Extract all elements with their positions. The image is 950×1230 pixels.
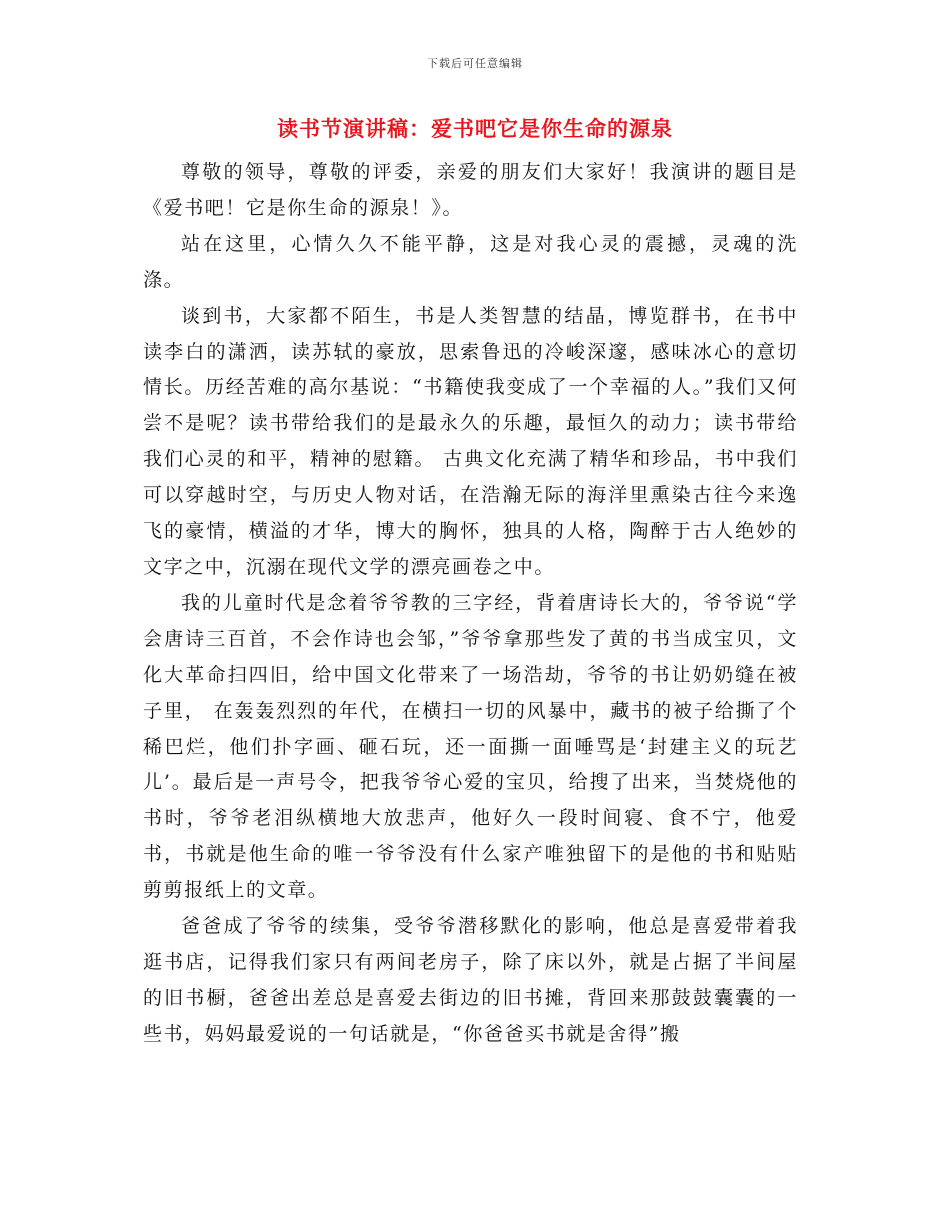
document-title: 读书节演讲稿：爱书吧它是你生命的源泉	[277, 116, 673, 141]
header-note: 下载后可任意编辑	[427, 57, 523, 70]
document-body	[143, 155, 798, 1053]
paragraph: 尊敬的领导，尊敬的评委，亲爱的朋友们大家好！我演讲的题目是《爱书吧！它是你生命的源泉！》。	[143, 161, 798, 219]
paragraph: 我的儿童时代是念着爷爷教的三字经，背着唐诗长大的，爷爷说“学会唐诗三百首，不会作诗也会邹，”爷爷拿那些发了黄的书当成宝贝，文化大革命扫四旧，给中国文化带来了一场浩劫，爷爷的书让奶奶缝在被子里， 在轰轰烈烈的年代，在横扫一切的风暴中，藏书的被子给撕了个稀巴烂，他们扑字画、砸石玩，还一面撕一面唾骂是‘封建主义的玩艺儿’。最后是一声号令，把我爷爷心爱的宝贝，给搜了出来，当焚烧他的书时，爷爷老泪纵横地大放悲声，他好久一段时间寝、食不宁，他爱书，书就是他生命的唯一爷爷没有什么家产唯独留下的是他的书和贴贴剪剪报纸上的文章。	[143, 591, 798, 902]
paragraph: 爸爸成了爷爷的续集，受爷爷潜移默化的影响，他总是喜爱带着我逛书店，记得我们家只有两间老房子，除了床以外，就是占据了半间屋的旧书橱，爸爸出差总是喜爱去街边的旧书摊，背回来那鼓鼓囊囊的一些书，妈妈最爱说的一句话就是，“你爸爸买书就是舍得”搬	[143, 915, 798, 1045]
paragraph: 站在这里，心情久久不能平静，这是对我心灵的震撼，灵魂的洗涤。	[143, 232, 798, 291]
paragraph: 谈到书，大家都不陌生，书是人类智慧的结晶，博览群书，在书中读李白的潇洒，读苏轼的豪放，思索鲁迅的冷峻深邃，感味冰心的意切情长。历经苦难的高尔基说：“书籍使我变成了一个幸福的人。”我们又何尝不是呢？读书带给我们的是最永久的乐趣，最恒久的动力；读书带给我们心灵的和平，精神的慰籍。 古典文化充满了精华和珍品，书中我们可以穿越时空，与历史人物对话，在浩瀚无际的海洋里熏染古往今来逸飞的豪情，横溢的才华，博大的胸怀，独具的人格，陶醉于古人绝妙的文字之中，沉溺在现代文学的漂亮画卷之中。	[143, 304, 798, 578]
